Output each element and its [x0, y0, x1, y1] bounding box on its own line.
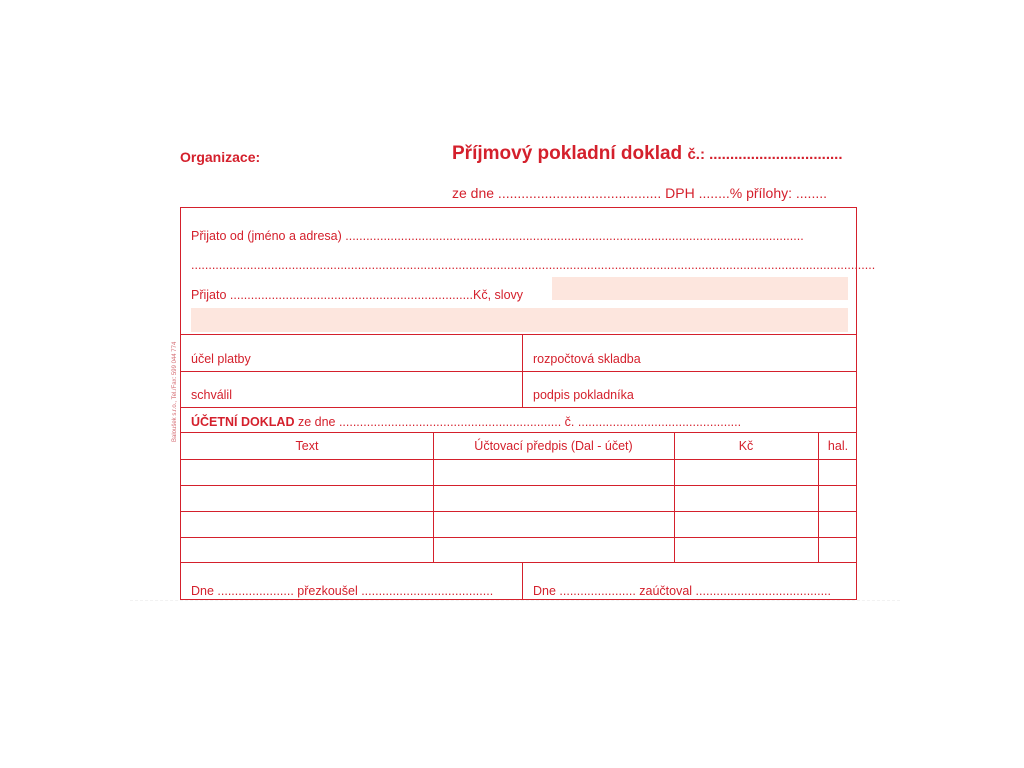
divider	[181, 432, 856, 433]
column-header-czk: Kč	[738, 439, 754, 453]
approved-label: schválil	[191, 388, 232, 402]
divider	[522, 562, 523, 601]
document-number-field: č.: ................................	[687, 146, 843, 163]
accounting-document-title: ÚČETNÍ DOKLAD	[191, 415, 295, 429]
received-from-continuation: .....................................................................................................................................................................................................	[191, 258, 876, 272]
column-header-text: Text	[295, 439, 319, 453]
document-title-text: Příjmový pokladní doklad	[452, 143, 683, 164]
cashier-signature-label: podpis pokladníka	[533, 388, 634, 402]
divider	[522, 334, 523, 407]
received-amount-field: Přijato ......................................................................Kč, slovy	[191, 288, 524, 302]
accounting-document-line	[191, 415, 741, 429]
posted-by-field: Dne ...................... zaúčtoval .......................................	[533, 584, 832, 598]
budget-structure-label: rozpočtová skladba	[533, 352, 641, 366]
cash-receipt-form	[180, 207, 876, 600]
faint-baseline	[130, 600, 900, 601]
received-from-field: Přijato od (jméno a adresa) ....................................................................................................................................	[191, 229, 804, 243]
column-header-posting: Účtovací předpis (Dal - účet)	[474, 439, 633, 453]
divider	[181, 562, 856, 563]
checked-by-field: Dne ...................... přezkoušel ......................................	[191, 584, 494, 598]
divider	[181, 537, 856, 538]
divider	[181, 334, 856, 335]
divider	[181, 459, 856, 460]
divider	[181, 371, 856, 372]
payment-purpose-label: účel platby	[191, 352, 251, 366]
organization-label: Organizace:	[180, 149, 261, 165]
accounting-document-date-number: ze dne ................................................................ č. ...............................................	[294, 415, 742, 429]
column-header-hal: hal.	[827, 439, 849, 453]
document-title	[452, 143, 843, 165]
divider	[181, 511, 856, 512]
amount-in-words-box[interactable]	[552, 277, 848, 300]
amount-in-words-box-2[interactable]	[191, 308, 848, 332]
side-imprint: Baloušek s.r.o., Tel./Fax: 599 044 774	[172, 341, 178, 442]
date-vat-attachments-line: ze dne .......................................... DPH ........% přílohy: ........	[452, 185, 827, 201]
divider	[181, 485, 856, 486]
divider	[181, 407, 856, 408]
